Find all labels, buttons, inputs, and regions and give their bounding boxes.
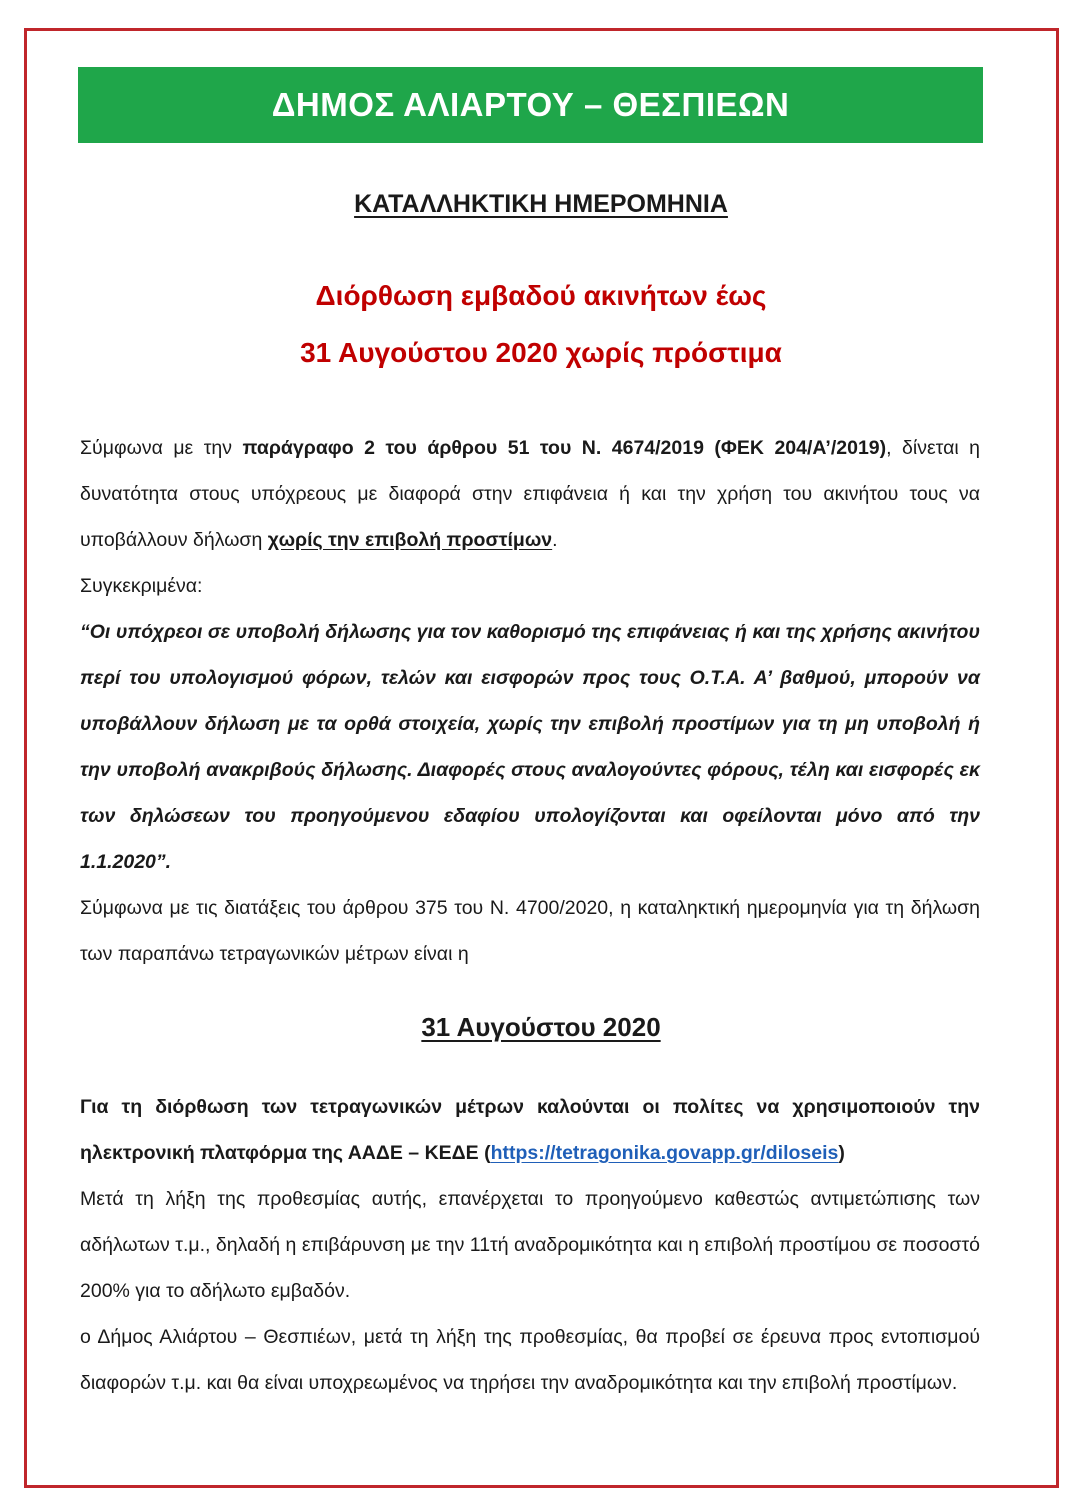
no-fines-emphasis: χωρίς την επιβολή προστίμων	[267, 529, 553, 551]
intro-text-mid: , δίνεται η δυνατότητα στους υπόχρεους με διαφορά στην επιφάνεια ή και την χρήση του ακινήτου τους να υποβάλλουν δήλωση	[80, 437, 980, 551]
platform-text: Για τη διόρθωση των τετραγωνικών μέτρων καλούνται οι πολίτες να χρησιμοποιούν την ηλεκτρονική πλατφόρμα της ΑΑΔΕ – ΚΕΔΕ (	[80, 1096, 980, 1164]
law-quote: “Οι υπόχρεοι σε υποβολή δήλωσης για τον καθορισμό της επιφάνειας ή και της χρήσης ακινήτου περί του υπολογισμού φόρων, τελών και εισφορών προς τους Ο.Τ.Α. Α’ βαθμού, μπορούν να υποβάλλουν δήλωση με τα ορθά στοιχεία, χωρίς την επιβολή προστίμων για τη μη υποβολή ή την υποβολή ανακριβούς δήλωσης. Διαφορές στους αναλογούντες φόρους, τέλη και εισφορές εκ των δηλώσεων του προηγούμενου εδαφίου υπολογίζονται και οφείλονται μόνο από την 1.1.2020”.	[80, 621, 980, 873]
intro-section	[80, 425, 980, 977]
deadline-paragraph: Σύμφωνα με τις διατάξεις του άρθρου 375 του Ν. 4700/2020, η καταληκτική ημερομηνία για τη δήλωση των παραπάνω τετραγωνικών μέτρων είναι η	[80, 897, 980, 965]
municipality-header	[78, 67, 983, 143]
platform-paragraph	[80, 1084, 980, 1176]
municipality-title: ΔΗΜΟΣ ΑΛΙΑΡΤΟΥ – ΘΕΣΠΙΕΩΝ	[271, 86, 790, 123]
main-title-line-2: 31 Αυγούστου 2020 χωρίς πρόστιμα	[300, 337, 782, 368]
intro-paragraph	[80, 425, 980, 563]
intro-text-end: .	[552, 529, 558, 551]
intro-text-start: Σύμφωνα με την	[80, 437, 243, 459]
specifically-label: Συγκεκριμένα:	[80, 575, 203, 597]
main-title-line-1: Διόρθωση εμβαδού ακινήτων έως	[315, 280, 767, 311]
platform-link[interactable]: https://tetragonika.govapp.gr/diloseis	[490, 1142, 839, 1164]
municipality-paragraph: ο Δήμος Αλιάρτου – Θεσπιέων, μετά τη λήξη της προθεσμίας, θα προβεί σε έρευνα προς εντοπισμού διαφορών τ.μ. και θα είναι υποχρεωμένος να τηρήσει την αναδρομικότητα και την επιβολή προστίμων.	[80, 1326, 980, 1394]
deadline-date-text: 31 Αυγούστου 2020	[421, 1012, 661, 1042]
after-deadline-paragraph: Μετά τη λήξη της προθεσμίας αυτής, επανέρχεται το προηγούμενο καθεστώς αντιμετώπισης των αδήλωτων τ.μ., δηλαδή η επιβάρυνση με την 11τή αναδρομικότητα και η επιβολή προστίμου σε ποσοστό 200% για το αδήλωτο εμβαδόν.	[80, 1188, 980, 1302]
deadline-heading-text: ΚΑΤΑΛΛΗΚΤΙΚΗ ΗΜΕΡΟΜΗΝΙΑ	[354, 190, 728, 218]
deadline-date	[0, 1012, 1082, 1043]
law-reference: παράγραφο 2 του άρθρου 51 του Ν. 4674/2019 (ΦΕΚ 204/Α’/2019)	[242, 437, 887, 459]
outro-section	[80, 1084, 980, 1406]
deadline-heading	[0, 190, 1082, 219]
platform-text-end: )	[838, 1142, 845, 1164]
